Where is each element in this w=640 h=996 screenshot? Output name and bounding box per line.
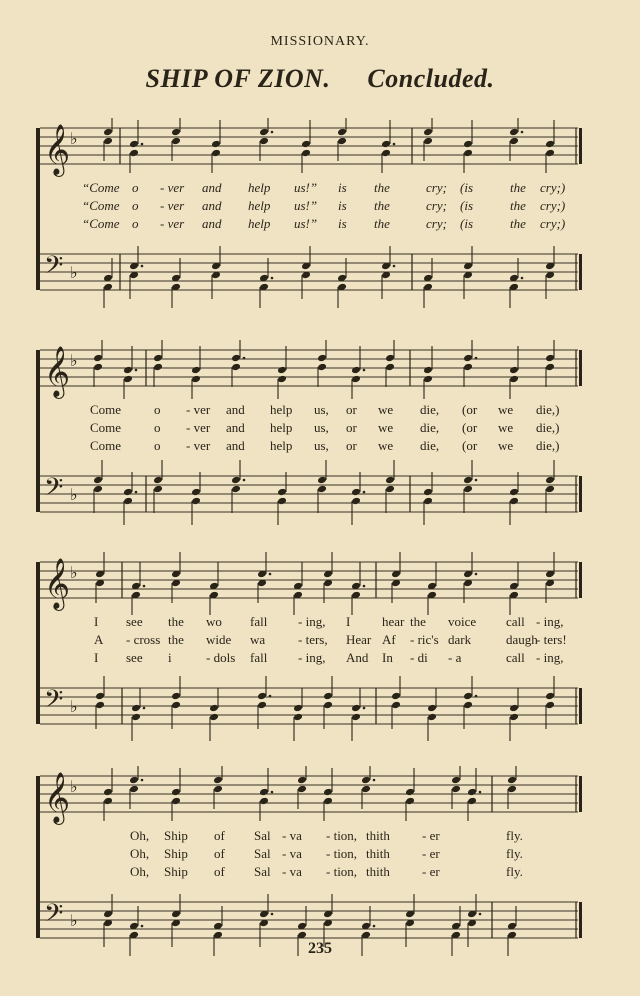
page-number: 235 (308, 940, 332, 957)
lyric-verse-2 (36, 198, 584, 216)
bass-clef-icon: 𝄢 (44, 473, 64, 508)
lyric-word: thith (366, 846, 390, 861)
bass-clef-icon: 𝄢 (44, 251, 64, 286)
lyric-word: - ters! (536, 632, 567, 647)
lyric-word: help (248, 198, 271, 213)
lyric-word: Come (90, 438, 122, 453)
lyric-word: - ver (160, 180, 185, 195)
lyric-word: cry;) (540, 216, 566, 231)
lyric-word: the (410, 614, 426, 629)
lyric-word: fly. (506, 828, 523, 843)
dotted-note-dot (243, 357, 246, 360)
lyric-word: is (338, 180, 347, 195)
final-bar-line (579, 562, 582, 598)
lyric-word: cry;) (540, 198, 566, 213)
dotted-note-dot (393, 265, 396, 268)
lyric-word: cry; (426, 216, 447, 231)
lyric-word: fly. (506, 864, 523, 879)
final-bar-line (579, 476, 582, 512)
lyric-word: fly. (506, 846, 523, 861)
lyric-word: (or (462, 438, 478, 453)
lyric-word: wide (206, 632, 232, 647)
lyric-verse-3 (36, 216, 584, 234)
lyric-word: “Come (82, 198, 120, 213)
lyric-word: the (168, 632, 184, 647)
hymn-title-sub: Concluded. (367, 64, 495, 93)
lyric-word: - tion, (326, 828, 358, 843)
lyric-word: - ing, (298, 650, 326, 665)
flat-key-signature-icon: ♭ (70, 485, 78, 504)
flat-key-signature-icon: ♭ (70, 911, 78, 930)
lyric-word: - va (282, 864, 302, 879)
lyric-word: us, (314, 438, 329, 453)
treble-clef-icon: 𝄞 (44, 558, 71, 609)
lyric-word: And (346, 650, 369, 665)
lyric-word: we (498, 420, 514, 435)
lyric-word: - ver (186, 438, 211, 453)
lyric-verse-2 (36, 420, 584, 438)
lyric-word: we (378, 402, 394, 417)
lyric-word: or (346, 438, 357, 453)
lyric-word: o (154, 438, 161, 453)
lyric-word: daugh (506, 632, 538, 647)
lyric-word: us, (314, 402, 329, 417)
dotted-note-dot (475, 573, 478, 576)
lyric-word: or (346, 420, 357, 435)
lyric-word: cry;) (540, 180, 566, 195)
lyric-word: - ing, (536, 614, 564, 629)
lyric-word: - ver (160, 198, 185, 213)
lyric-word: - va (282, 828, 302, 843)
lyric-word: - ver (160, 216, 185, 231)
lyric-word: us!” (294, 180, 318, 195)
lyric-word: i (168, 650, 172, 665)
lyric-word: and (202, 216, 222, 231)
lyric-word: fall (250, 650, 268, 665)
lyric-word: thith (366, 828, 390, 843)
bass-clef-icon: 𝄢 (44, 685, 64, 720)
lyric-word: Oh, (130, 846, 150, 861)
treble-clef-icon: 𝄞 (44, 346, 71, 397)
lyric-word: Come (90, 402, 122, 417)
flat-key-signature-icon: ♭ (70, 777, 78, 796)
final-bar-line (579, 776, 582, 812)
lyric-word: - ric's (410, 632, 439, 647)
lyric-word: In (382, 650, 393, 665)
lyric-word: o (132, 216, 139, 231)
lyric-word: o (132, 198, 139, 213)
lyric-word: us!” (294, 198, 318, 213)
lyric-word: Ship (164, 828, 188, 843)
dotted-note-dot (521, 277, 524, 280)
lyric-word: - tion, (326, 846, 358, 861)
lyric-word: - er (422, 846, 440, 861)
lyric-word: (is (460, 180, 473, 195)
lyric-word: and (226, 438, 245, 453)
section-header: MISSIONARY. (270, 34, 370, 49)
lyric-word: die, (420, 420, 440, 435)
lyric-word: - ing, (536, 650, 564, 665)
lyric-word: see (126, 614, 143, 629)
lyric-word: I (94, 614, 99, 629)
lyric-word: wo (206, 614, 222, 629)
lyric-word: help (248, 180, 271, 195)
dotted-note-dot (243, 479, 246, 482)
lyric-word: “Come (82, 216, 120, 231)
lyric-word: the (510, 216, 526, 231)
lyric-word: Hear (346, 632, 372, 647)
flat-key-signature-icon: ♭ (70, 351, 78, 370)
lyric-word: die,) (536, 438, 560, 453)
final-bar-line (579, 350, 582, 386)
lyric-word: (or (462, 402, 478, 417)
dotted-note-dot (363, 491, 366, 494)
lyric-verse-3 (36, 864, 584, 882)
treble-clef-icon: 𝄞 (44, 772, 71, 823)
lyric-word: cry; (426, 198, 447, 213)
lyric-word: thith (366, 864, 390, 879)
music-system-4 (36, 766, 584, 956)
lyric-word: and (202, 198, 222, 213)
lyric-word: o (132, 180, 139, 195)
lyric-verse-3 (36, 438, 584, 456)
dotted-note-dot (475, 357, 478, 360)
lyric-word: - a (448, 650, 462, 665)
dotted-note-dot (141, 779, 144, 782)
final-bar-line (579, 254, 582, 290)
lyric-verse-3 (36, 650, 584, 668)
lyric-word: we (378, 420, 394, 435)
lyric-verse-1 (36, 614, 584, 632)
dotted-note-dot (143, 707, 146, 710)
dotted-note-dot (475, 479, 478, 482)
lyric-verse-1 (36, 180, 584, 198)
dotted-note-dot (143, 585, 146, 588)
lyric-word: us!” (294, 216, 318, 231)
lyric-word: o (154, 420, 161, 435)
lyric-word: - er (422, 828, 440, 843)
lyric-word: call (506, 614, 525, 629)
lyric-word: is (338, 216, 347, 231)
dotted-note-dot (269, 695, 272, 698)
lyric-word: help (270, 420, 293, 435)
dotted-note-dot (363, 369, 366, 372)
hymn-title-main: SHIP OF ZION. (145, 64, 331, 93)
lyric-word: Ship (164, 846, 188, 861)
lyric-word: die, (420, 402, 440, 417)
lyric-verse-1 (36, 828, 584, 846)
lyric-word: the (374, 216, 390, 231)
lyric-word: voice (448, 614, 477, 629)
flat-key-signature-icon: ♭ (70, 563, 78, 582)
lyric-word: die,) (536, 402, 560, 417)
dotted-note-dot (373, 779, 376, 782)
lyric-word: we (498, 402, 514, 417)
lyric-word: - dols (206, 650, 236, 665)
final-bar-line (579, 902, 582, 938)
lyric-word: the (374, 198, 390, 213)
lyric-word: - va (282, 846, 302, 861)
dotted-note-dot (479, 791, 482, 794)
hymn-title (0, 64, 640, 94)
lyric-word: fall (250, 614, 268, 629)
lyric-word: - ver (186, 420, 211, 435)
lyric-word: die,) (536, 420, 560, 435)
dotted-note-dot (269, 573, 272, 576)
lyric-word: help (270, 438, 293, 453)
lyric-word: (or (462, 420, 478, 435)
flat-key-signature-icon: ♭ (70, 129, 78, 148)
dotted-note-dot (393, 143, 396, 146)
lyric-word: and (226, 420, 245, 435)
lyric-verse-1 (36, 402, 584, 420)
lyric-word: cry; (426, 180, 447, 195)
lyric-word: the (510, 180, 526, 195)
lyric-word: Sal (254, 864, 271, 879)
lyric-word: - tion, (326, 864, 358, 879)
lyric-word: help (248, 216, 271, 231)
lyric-word: - cross (126, 632, 161, 647)
lyric-word: Sal (254, 846, 271, 861)
dotted-note-dot (363, 585, 366, 588)
dotted-note-dot (373, 925, 376, 928)
dotted-note-dot (141, 265, 144, 268)
bass-clef-icon: 𝄢 (44, 899, 64, 934)
music-system-2 (36, 340, 584, 530)
lyric-word: hear (382, 614, 405, 629)
lyric-word: or (346, 402, 357, 417)
lyric-word: us, (314, 420, 329, 435)
lyric-word: the (374, 180, 390, 195)
lyric-word: “Come (82, 180, 120, 195)
music-system-1 (36, 118, 584, 308)
lyric-word: - di (410, 650, 428, 665)
lyric-word: o (154, 402, 161, 417)
lyric-word: we (378, 438, 394, 453)
lyric-word: Oh, (130, 864, 150, 879)
dotted-note-dot (271, 131, 274, 134)
lyric-word: the (168, 614, 184, 629)
lyric-word: - ing, (298, 614, 326, 629)
lyric-word: Ship (164, 864, 188, 879)
lyric-word: dark (448, 632, 472, 647)
lyric-word: I (346, 614, 351, 629)
lyric-word: and (202, 180, 222, 195)
lyric-word: is (338, 198, 347, 213)
dotted-note-dot (135, 369, 138, 372)
lyric-word: Sal (254, 828, 271, 843)
dotted-note-dot (521, 131, 524, 134)
dotted-note-dot (271, 277, 274, 280)
lyric-word: A (94, 632, 104, 647)
lyric-word: (is (460, 198, 473, 213)
lyric-word: of (214, 828, 225, 843)
lyric-word: die, (420, 438, 440, 453)
dotted-note-dot (135, 491, 138, 494)
dotted-note-dot (271, 913, 274, 916)
lyric-word: of (214, 864, 225, 879)
lyric-word: Af (382, 632, 396, 647)
dotted-note-dot (141, 143, 144, 146)
lyric-word: Oh, (130, 828, 150, 843)
lyric-word: (is (460, 216, 473, 231)
lyric-word: I (94, 650, 99, 665)
lyric-word: wa (250, 632, 266, 647)
dotted-note-dot (475, 695, 478, 698)
lyric-word: Come (90, 420, 122, 435)
lyric-verse-2 (36, 632, 584, 650)
lyric-word: see (126, 650, 143, 665)
lyric-word: - ver (186, 402, 211, 417)
music-system-3 (36, 552, 584, 742)
lyric-word: and (226, 402, 245, 417)
dotted-note-dot (479, 913, 482, 916)
dotted-note-dot (271, 791, 274, 794)
flat-key-signature-icon: ♭ (70, 263, 78, 282)
dotted-note-dot (363, 707, 366, 710)
flat-key-signature-icon: ♭ (70, 697, 78, 716)
treble-clef-icon: 𝄞 (44, 124, 71, 175)
lyric-word: of (214, 846, 225, 861)
lyric-word: - ters, (298, 632, 328, 647)
lyric-word: - er (422, 864, 440, 879)
lyric-verse-2 (36, 846, 584, 864)
final-bar-line (579, 688, 582, 724)
final-bar-line (579, 128, 582, 164)
dotted-note-dot (141, 925, 144, 928)
lyric-word: help (270, 402, 293, 417)
lyric-word: we (498, 438, 514, 453)
lyric-word: the (510, 198, 526, 213)
lyric-word: call (506, 650, 525, 665)
